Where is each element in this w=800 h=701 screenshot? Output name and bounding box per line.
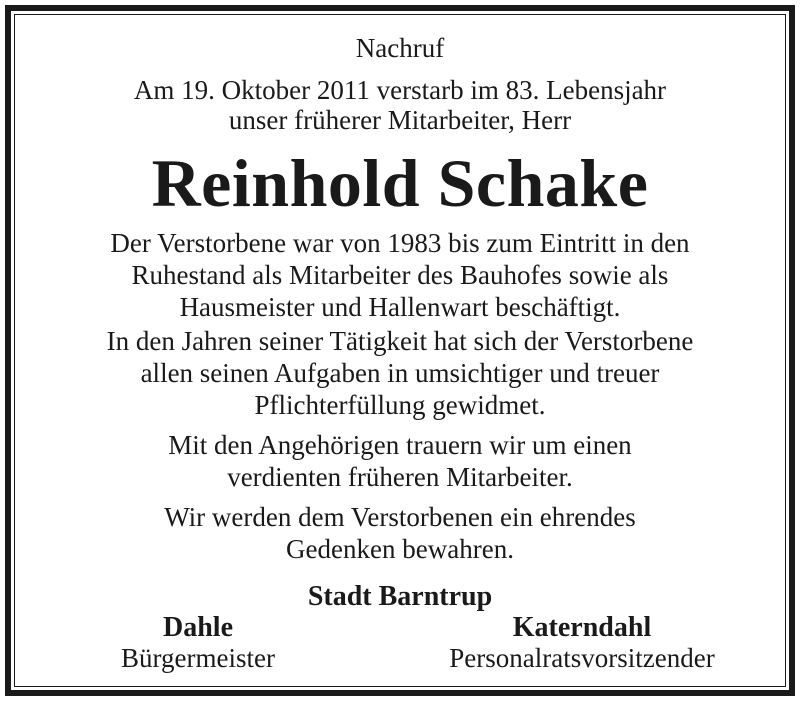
paragraph-line: Wir werden dem Verstorbenen ein ehrendes [164, 502, 636, 532]
paragraph-line: verdienten früheren Mitarbeiter. [227, 462, 573, 492]
organization-name: Stadt Barntrup [307, 581, 493, 612]
paragraph-line: Mit den Angehörigen trauern wir um einen [168, 430, 632, 460]
signatory-left [98, 613, 298, 673]
paragraph-line: allen seinen Aufgaben in umsichtiger und treuer [140, 358, 660, 388]
paragraph-line: Pflichterfüllung gewidmet. [254, 390, 546, 420]
signatory-role: Personalratsvorsitzender [449, 643, 715, 673]
signatory-right [432, 613, 732, 673]
signatory-name: Dahle [163, 612, 233, 643]
paragraph-line: Gedenken bewahren. [286, 534, 514, 564]
paragraph-employment [20, 227, 780, 323]
paragraph-line: In den Jahren seiner Tätigkeit hat sich der Verstorbene [106, 326, 694, 356]
deceased-name: Reinhold Schake [151, 145, 649, 221]
paragraph-dedication [20, 325, 780, 421]
signatory-role: Bürgermeister [121, 643, 275, 673]
intro-line: Am 19. Oktober 2011 verstarb im 83. Lebensjahr [133, 75, 667, 105]
paragraph-line: Der Verstorbene war von 1983 bis zum Eintritt in den [110, 228, 690, 258]
signatory-name: Katerndahl [512, 612, 652, 643]
paragraph-line: Ruhestand als Mitarbeiter des Bauhofes sowie als [131, 260, 669, 290]
paragraph-line: Hausmeister und Hallenwart beschäftigt. [179, 292, 621, 322]
intro-line: unser früherer Mitarbeiter, Herr [228, 105, 572, 135]
paragraph-mourning [20, 429, 780, 493]
notice-heading: Nachruf [355, 33, 445, 63]
paragraph-remembrance [20, 501, 780, 565]
obituary-notice [20, 20, 780, 681]
intro-text [20, 75, 780, 135]
